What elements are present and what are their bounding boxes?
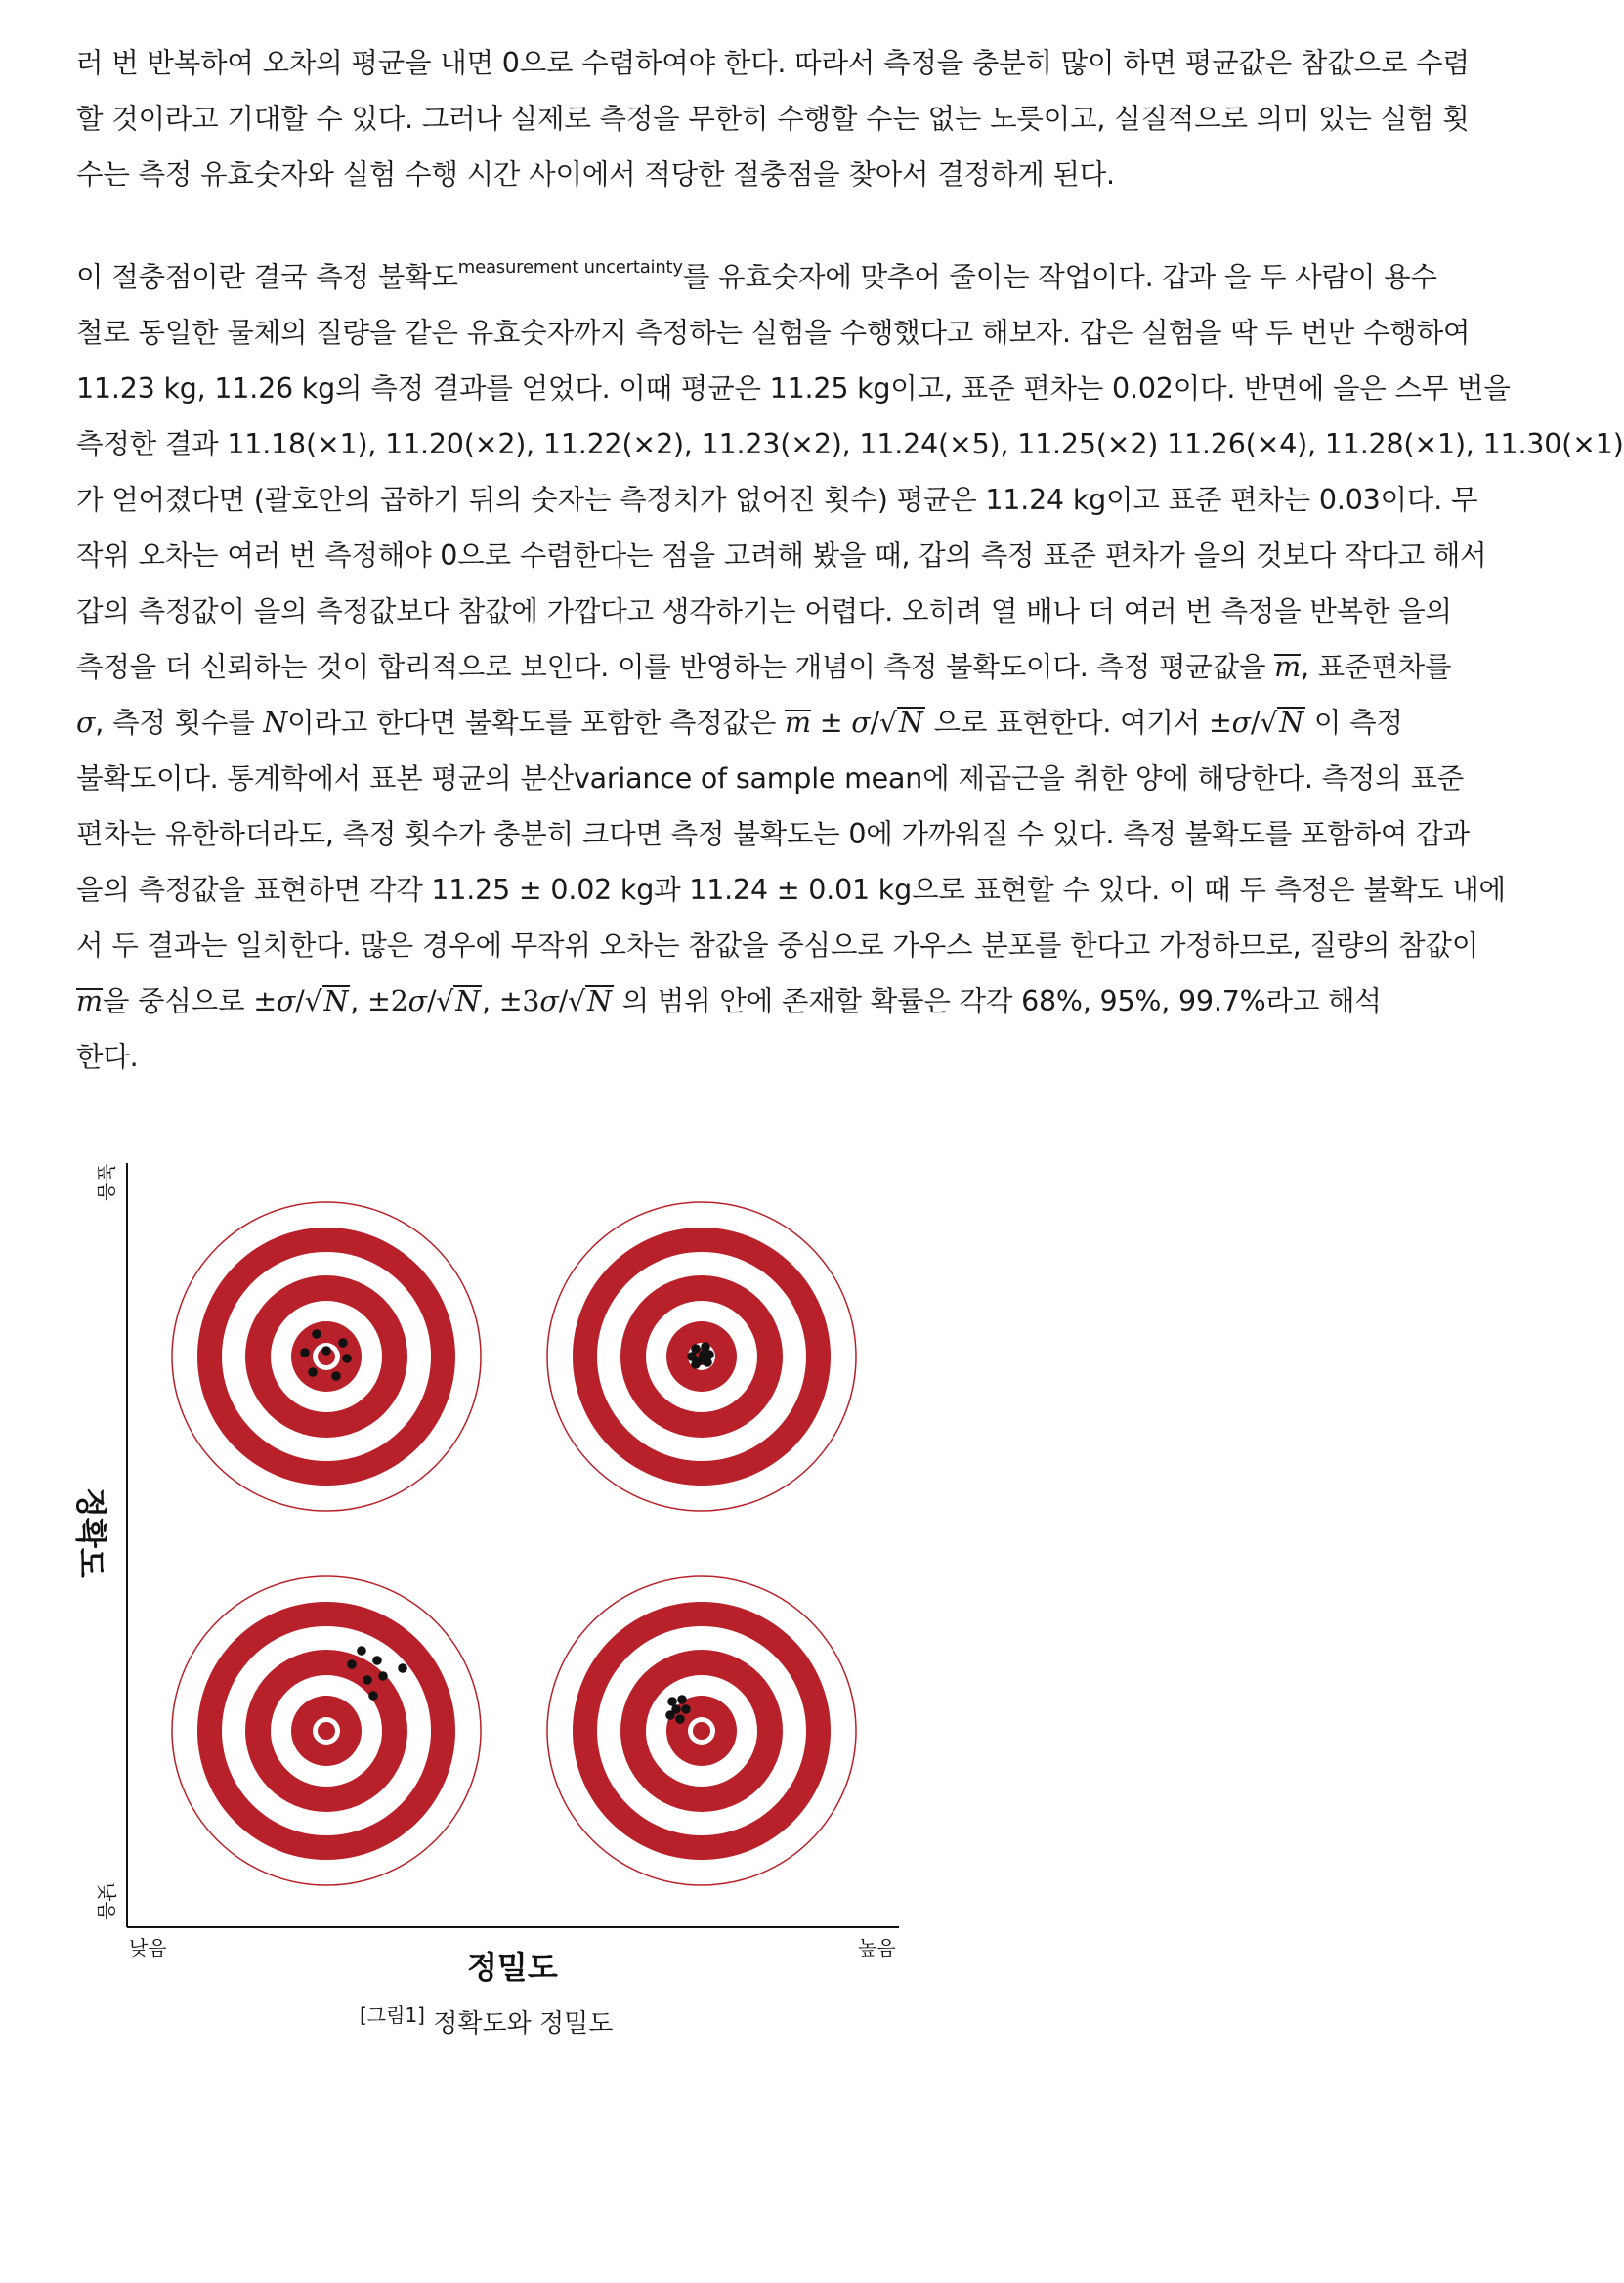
math-sigma: σ	[407, 985, 427, 1017]
math-pm: ±	[1208, 707, 1232, 739]
text-line: 수는 측정 유효숫자와 실험 수행 시간 사이에서 적당한 절충점을 찾아서 결정하게 된다.	[76, 158, 1115, 191]
targets-layer	[172, 1202, 856, 1885]
math-pm: ±	[498, 985, 523, 1017]
text-line: 편차는 유한하더라도, 측정 횟수가 충분히 크다면 측정 불확도는 0에 가까워질 수 있다. 측정 불확도를 포함하여 갑과	[76, 818, 1470, 850]
math-slash: /	[426, 985, 437, 1017]
text-segment: 의 범위 안에 존재할 확률은 각각 68%, 95%, 99.7%라고 해석	[621, 985, 1382, 1017]
hit-dot	[342, 1354, 352, 1363]
hit-dot	[347, 1659, 357, 1669]
hit-dot	[378, 1671, 388, 1681]
math-n: N	[323, 985, 349, 1017]
text-line	[76, 249, 1542, 305]
hit-dot	[312, 1329, 321, 1339]
math-sigma: σ	[539, 985, 559, 1017]
text-segment: 이 절충점이란 결국 측정 불확도	[76, 261, 458, 293]
math-n: N	[263, 707, 288, 739]
math-n: N	[455, 985, 481, 1017]
hit-dot	[699, 1350, 708, 1359]
text-segment: ,	[350, 985, 367, 1017]
hit-dot	[363, 1675, 372, 1685]
text-line: 가 얻어졌다면 (괄호안의 곱하기 뒤의 숫자는 측정치가 없어진 횟수) 평균은 11.24 kg이고 표준 편차는 0.03이다. 무	[76, 484, 1478, 516]
text-line: 작위 오차는 여러 번 측정해야 0으로 수렴한다는 점을 고려해 봤을 때, 갑의 측정 표준 편차가 을의 것보다 작다고 해서	[76, 539, 1487, 572]
hit-dot	[372, 1656, 382, 1665]
text-line	[76, 973, 1542, 1029]
accuracy-precision-figure	[72, 1149, 936, 2009]
math-sqrt: √	[568, 985, 585, 1017]
text-line: 러 번 반복하여 오차의 평균을 내면 0으로 수렴하여야 한다. 따라서 측정을 충분히 많이 하면 평균값은 참값으로 수렴	[76, 47, 1470, 79]
target-bullseye	[318, 1722, 335, 1740]
y-axis-high-label: 높음	[95, 1163, 118, 1201]
math-slash: /	[558, 985, 569, 1017]
target-bullseye	[693, 1722, 710, 1740]
text-segment: 이 측정	[1313, 707, 1403, 739]
text-segment: 측정을 더 신뢰하는 것이 합리적으로 보인다. 이를 반영하는 개념이 측정 불확도이다. 측정 평균값을	[76, 651, 1266, 683]
math-sigma: σ	[76, 707, 96, 739]
text-line	[76, 639, 1542, 695]
math-pm: ±	[253, 985, 277, 1017]
y-axis-title: 정확도	[72, 1487, 109, 1578]
math-three: 3	[522, 985, 540, 1017]
target-high-accuracy-high-precision	[547, 1202, 856, 1511]
y-axis-low-label: 낮음	[95, 1882, 118, 1920]
text-line: 한다.	[76, 1041, 139, 1073]
hit-dot	[691, 1359, 701, 1369]
text-segment: 을 중심으로	[102, 985, 245, 1017]
text-segment: 불확도이다. 통계학에서 표본 평균의 분산	[76, 762, 574, 795]
math-slash: /	[295, 985, 305, 1017]
text-line: 을의 측정값을 표현하면 각각 11.25 ± 0.02 kg과 11.24 ± 0.01 kg으로 표현할 수 있다. 이 때 두 측정은 불확도 내에	[76, 874, 1506, 906]
text-line	[76, 695, 1542, 751]
text-line: 할 것이라고 기대할 수 있다. 그러나 실제로 측정을 무한히 수행할 수는 없는 노릇이고, 실질적으로 의미 있는 실험 횟	[76, 103, 1470, 135]
math-sqrt: √	[1260, 707, 1278, 739]
math-mean: m	[76, 985, 103, 1017]
math-slash: /	[1250, 707, 1261, 739]
math-n: N	[898, 707, 923, 739]
x-axis-low-label: 낮음	[129, 1936, 167, 1960]
math-slash: /	[870, 707, 879, 739]
hit-dot	[321, 1346, 331, 1356]
x-axis-title: 정밀도	[467, 1949, 558, 1986]
math-sqrt: √	[436, 985, 454, 1017]
text-segment: ,	[482, 985, 499, 1017]
text-line: 철로 동일한 물체의 질량을 같은 유효숫자까지 측정하는 실험을 수행했다고 해보자. 갑은 실험을 딱 두 번만 수행하여	[76, 317, 1471, 349]
math-sqrt: √	[304, 985, 322, 1017]
math-n: N	[587, 985, 612, 1017]
hit-dot	[665, 1710, 675, 1720]
hit-dot	[681, 1704, 691, 1714]
hit-dot	[368, 1691, 378, 1701]
text-line: 갑의 측정값이 을의 측정값보다 참값에 가깝다고 생각하기는 어렵다. 오히려 열 배나 더 여러 번 측정을 반복한 을의	[76, 595, 1452, 627]
math-sigma: σ	[276, 985, 296, 1017]
paragraph-2	[76, 249, 1624, 1085]
hit-dot	[308, 1367, 318, 1377]
math-n: N	[1279, 707, 1304, 739]
caption-text: 정확도와 정밀도	[433, 2009, 614, 2039]
math-pm: ±	[819, 707, 843, 739]
text-segment: 으로 표현한다. 여기서	[933, 707, 1201, 739]
target-low-accuracy-high-precision	[547, 1576, 856, 1885]
term-superscript: measurement uncertainty	[457, 257, 683, 278]
paragraph-1	[76, 35, 1542, 202]
text-segment: 에 제곱근을 취한 양에 해당한다. 측정의 표준	[922, 762, 1465, 795]
hit-dot	[398, 1663, 407, 1673]
hit-dot	[338, 1338, 348, 1348]
text-segment: , 측정 횟수를	[95, 707, 255, 739]
figure-svg	[72, 1149, 936, 2009]
math-sqrt: √	[878, 707, 897, 739]
math-mean: m	[785, 707, 811, 739]
text-line: 11.23 kg, 11.26 kg의 측정 결과를 얻었다. 이때 평균은 11.25 kg이고, 표준 편차는 0.02이다. 반면에 을은 스무 번을	[76, 372, 1511, 405]
hit-dot	[331, 1371, 341, 1381]
math-mean: m	[1274, 651, 1301, 683]
text-segment: , 표준편차를	[1300, 651, 1452, 683]
text-line: 서 두 결과는 일치한다. 많은 경우에 무작위 오차는 참값을 중심으로 가우스 분포를 한다고 가정하므로, 질량의 참값이	[76, 929, 1479, 962]
figure-number: [그림1]	[360, 2003, 425, 2027]
text-segment: 이라고 한다면 불확도를 포함한 측정값은	[287, 707, 777, 739]
math-sigma: σ	[1231, 707, 1251, 739]
target-low-accuracy-low-precision	[172, 1576, 481, 1885]
hit-dot	[675, 1714, 685, 1724]
text-segment: 를 유효숫자에 맞추어 줄이는 작업이다. 갑과 을 두 사람이 용수	[682, 261, 1437, 293]
math-two: 2	[390, 985, 408, 1017]
math-pm: ±	[367, 985, 391, 1017]
figure-caption	[360, 2003, 613, 2040]
text-line: 측정한 결과 11.18(×1), 11.20(×2), 11.22(×2), 11.23(×2), 11.24(×5), 11.25(×2) 11.26(×4), 11.28(×1), 11.30(×1)	[76, 428, 1624, 460]
term-inline: variance of sample mean	[573, 762, 923, 795]
hit-dot	[357, 1646, 366, 1656]
text-line	[76, 751, 1542, 806]
hit-dot	[677, 1695, 687, 1704]
hit-dot	[300, 1348, 310, 1357]
math-sigma: σ	[851, 707, 871, 739]
target-high-accuracy-low-precision	[172, 1202, 481, 1511]
x-axis-high-label: 높음	[858, 1936, 896, 1960]
